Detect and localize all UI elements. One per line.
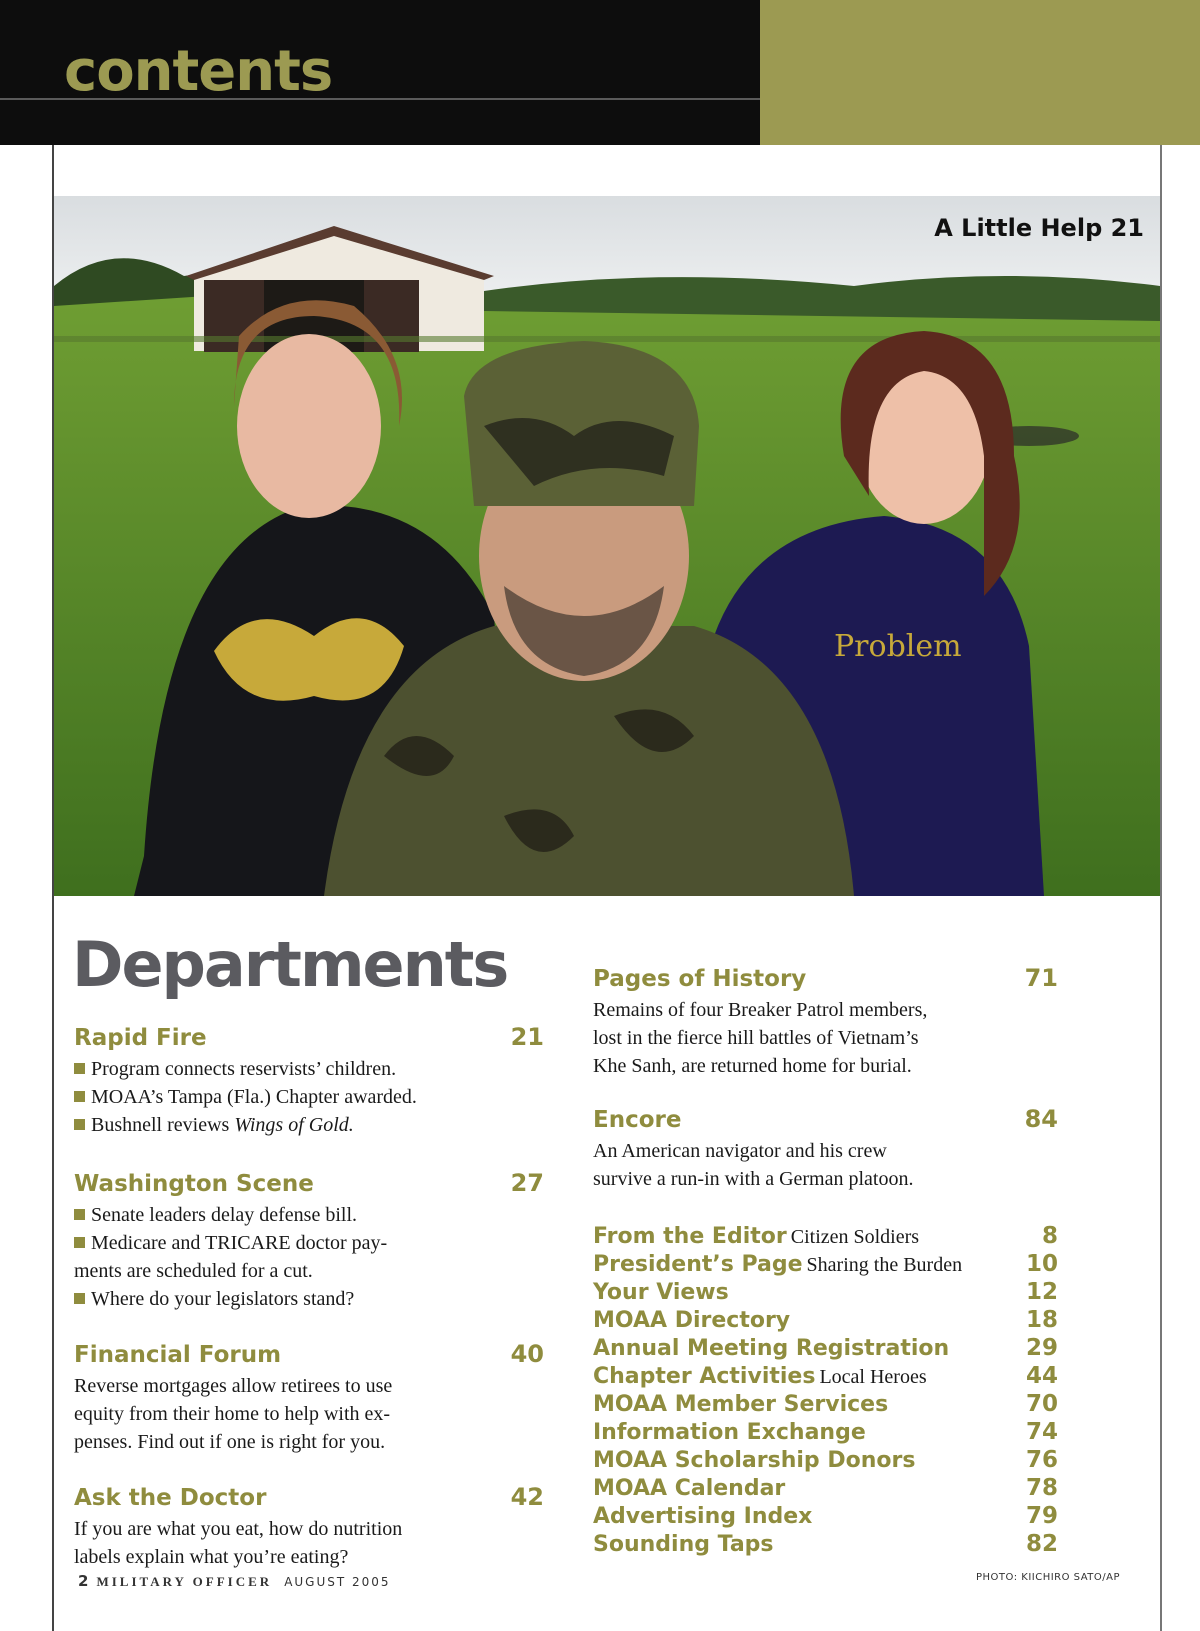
frame-right-border [1160,145,1162,1631]
entry-page: 40 [510,1340,544,1368]
entry-title: Ask the Doctor [74,1485,267,1511]
bullet-item: MOAA’s Tampa (Fla.) Chapter awarded. [74,1083,544,1111]
entry-title: Encore [593,1107,682,1133]
cover-photo-illustration [54,196,1160,896]
bullet-square-icon [74,1063,85,1074]
list-item[interactable]: Information Exchange 74 [593,1419,1058,1445]
entry-title: Washington Scene [74,1171,314,1197]
entry-ask-the-doctor[interactable] [74,1482,544,1571]
entry-title: Rapid Fire [74,1025,207,1051]
list-item[interactable]: MOAA Member Services 70 [593,1391,1058,1417]
bullet-item: Bushnell reviews Wings of Gold. [74,1111,544,1139]
list-item[interactable]: MOAA Scholarship Donors 76 [593,1447,1058,1473]
list-item[interactable]: President’s Page Sharing the Burden 10 [593,1251,1058,1277]
list-item[interactable]: MOAA Directory 18 [593,1307,1058,1333]
entry-title: Financial Forum [74,1342,282,1368]
list-item[interactable]: Chapter Activities Local Heroes 44 [593,1363,1058,1389]
entry-rapid-fire[interactable] [74,1022,544,1139]
svg-text:Problem: Problem [834,629,962,664]
list-item[interactable]: Advertising Index 79 [593,1503,1058,1529]
entry-description: If you are what you eat, how do nutrition labels explain what you’re eating? [74,1518,403,1568]
list-item[interactable]: Sounding Taps 82 [593,1531,1058,1557]
page-footer [78,1572,391,1590]
footer-page-number: 2 [78,1572,89,1590]
footer-magazine-name: MILITARY OFFICER [96,1574,273,1589]
bullet-item: Program connects reservists’ children. [74,1055,544,1083]
entry-description: Reverse mortgages allow retirees to use equity from their home to help with ex- penses. Find out if one is right for you. [74,1375,393,1453]
list-item[interactable]: MOAA Calendar 78 [593,1475,1058,1501]
entry-description: Remains of four Breaker Patrol members, lost in the fierce hill battles of Vietnam’s Khe Sanh, are returned home for burial. [593,999,928,1077]
photo-credit: PHOTO: KIICHIRO SATO/AP [976,1572,1120,1583]
bullet-item: Senate leaders delay defense bill. [74,1201,544,1229]
departments-left-column [74,1022,544,1571]
bullet-item-continuation: ments are scheduled for a cut. [74,1260,313,1282]
entry-washington-scene[interactable] [74,1168,544,1313]
cover-photo [54,196,1160,896]
regular-features-list [593,1223,1058,1559]
header-olive-band [760,0,1200,145]
departments-right-column [593,963,1058,1559]
bullet-square-icon [74,1091,85,1102]
bullet-item: Medicare and TRICARE doctor pay- [74,1229,544,1257]
bullet-square-icon [74,1293,85,1304]
list-item[interactable]: Annual Meeting Registration 29 [593,1335,1058,1361]
bullet-square-icon [74,1209,85,1220]
list-item[interactable]: Your Views 12 [593,1279,1058,1305]
photo-caption: A Little Help 21 [934,214,1144,242]
page-title: contents [64,39,333,104]
bullet-item: Where do your legislators stand? [74,1285,544,1313]
departments-heading: Departments [72,928,508,1001]
footer-issue-date: AUGUST 2005 [284,1575,391,1589]
entry-page: 21 [510,1023,544,1051]
entry-title: Pages of History [593,966,807,992]
entry-page: 27 [510,1169,544,1197]
entry-description: An American navigator and his crew survive a run-in with a German platoon. [593,1140,914,1190]
entry-financial-forum[interactable] [74,1339,544,1456]
entry-page: 84 [1024,1105,1058,1133]
bullet-square-icon [74,1119,85,1130]
list-item[interactable]: From the Editor Citizen Soldiers 8 [593,1223,1058,1249]
entry-page: 71 [1024,964,1058,992]
bullet-square-icon [74,1237,85,1248]
entry-encore[interactable] [593,1104,1058,1193]
entry-page: 42 [510,1483,544,1511]
entry-pages-of-history[interactable] [593,963,1058,1080]
